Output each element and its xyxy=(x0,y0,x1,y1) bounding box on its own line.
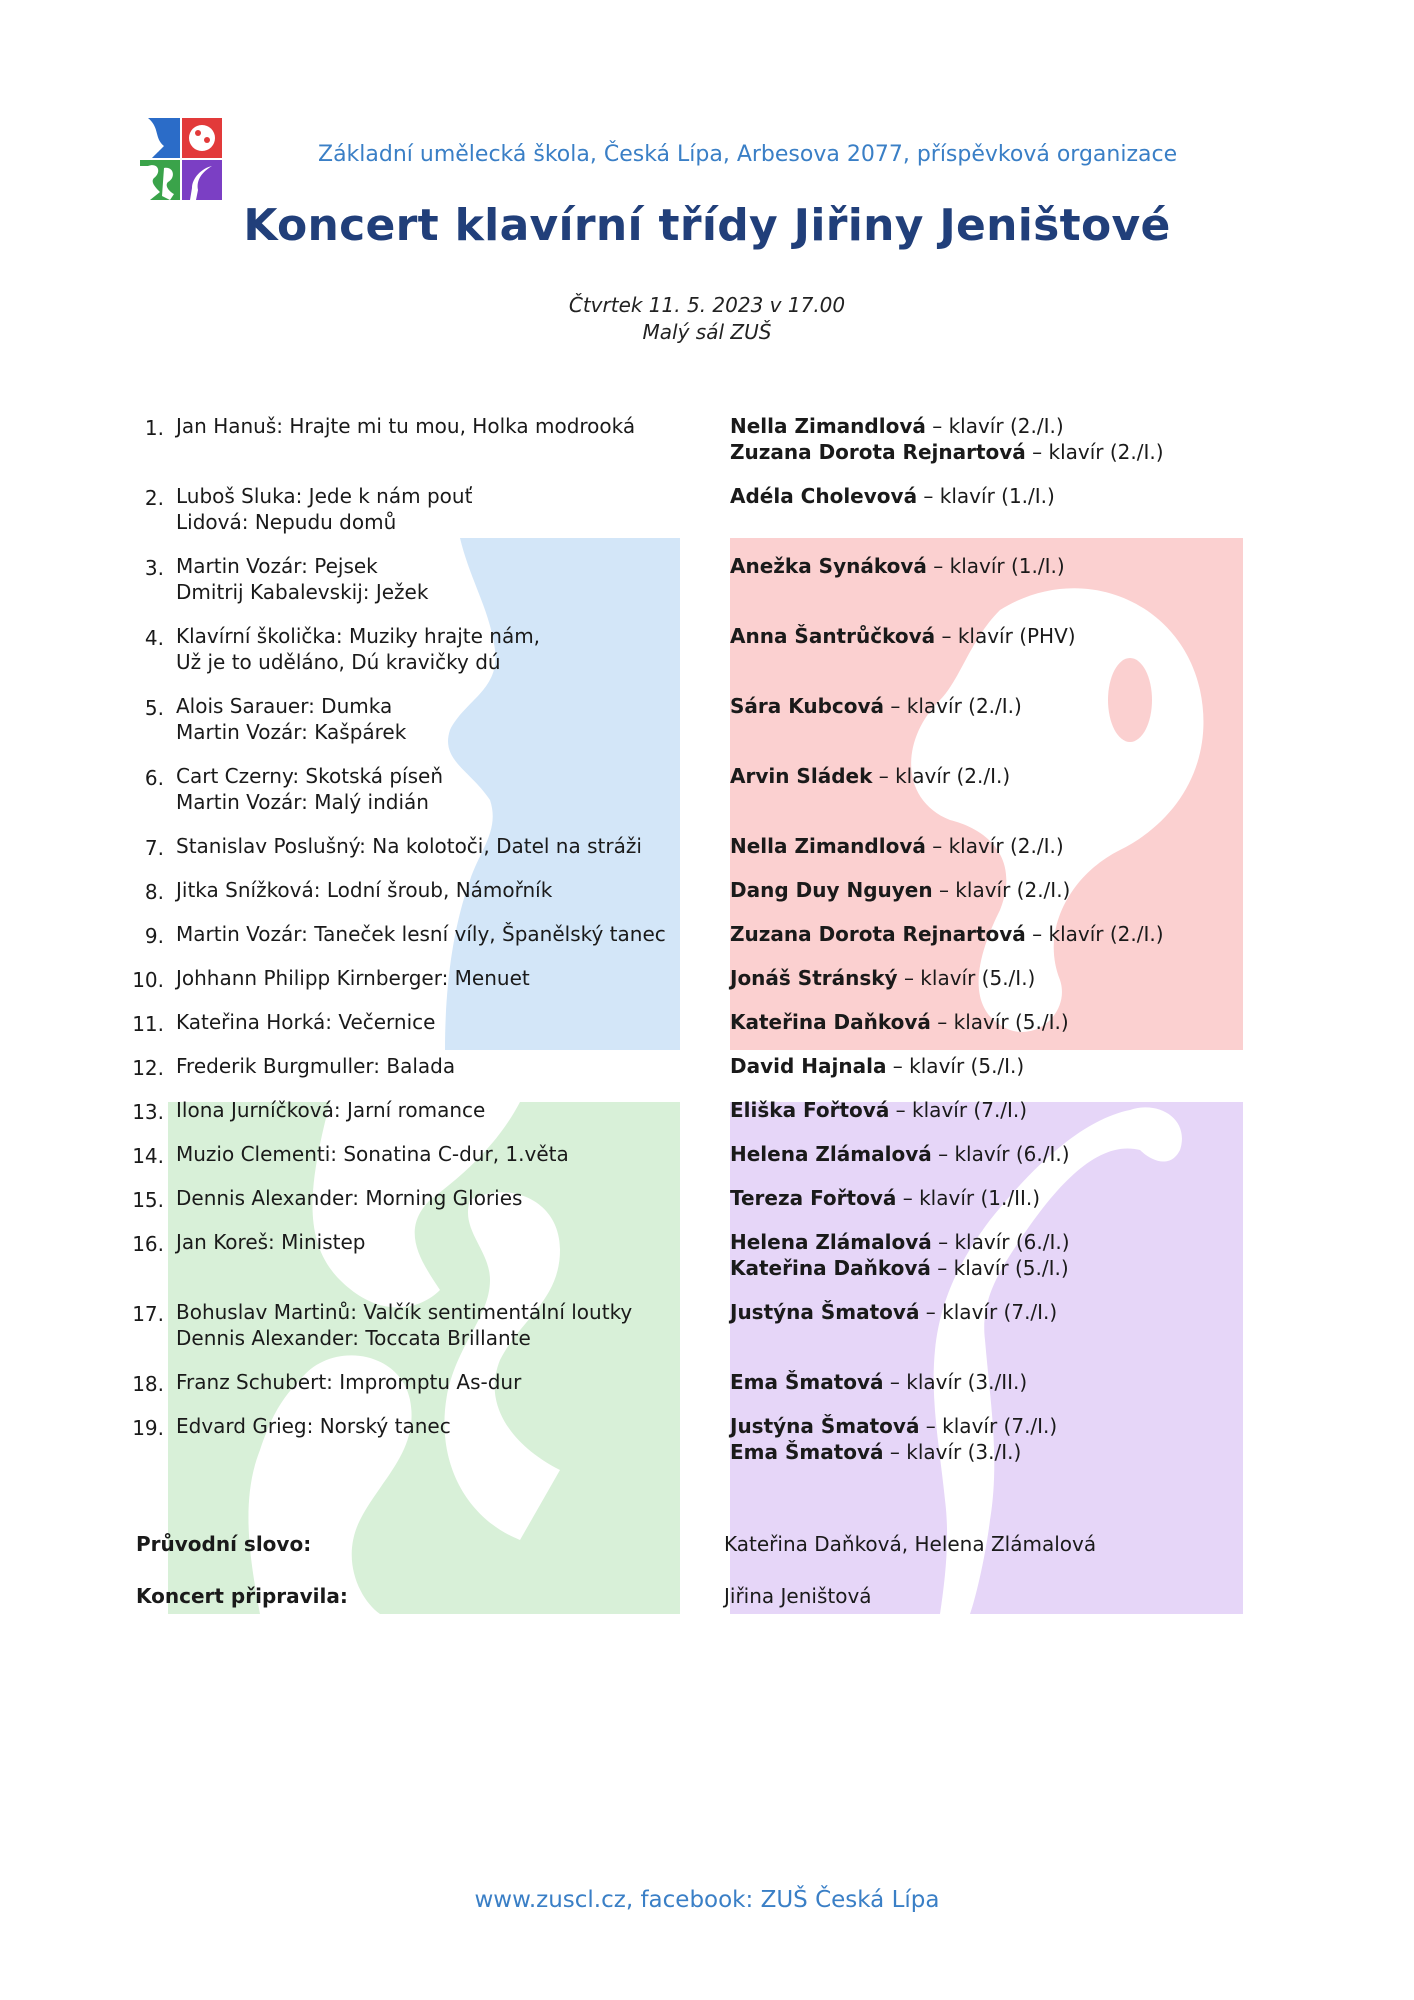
prepared-label: Koncert připravila: xyxy=(136,1584,348,1608)
performer-name: Zuzana Dorota Rejnartová xyxy=(730,440,1026,464)
performer-detail: – klavír (5./I.) xyxy=(930,1010,1069,1034)
performer-name: Justýna Šmatová xyxy=(730,1300,920,1324)
program-number: 15. xyxy=(132,1188,164,1212)
performer xyxy=(730,1413,1057,1439)
commentary-label: Průvodní slovo: xyxy=(136,1532,312,1556)
performer-name: Nella Zimandlová xyxy=(730,834,926,858)
program-performers xyxy=(730,483,1055,509)
performer xyxy=(730,1255,1070,1281)
program-performers xyxy=(730,413,1164,465)
program-number: 3. xyxy=(144,556,164,580)
program-number: 7. xyxy=(144,836,164,860)
performer xyxy=(730,1185,1040,1211)
page-title: Koncert klavírní třídy Jiřiny Jeništové xyxy=(243,200,1171,251)
piece-title: Bohuslav Martinů: Valčík sentimentální loutky xyxy=(176,1300,633,1324)
performer-detail: – klavír (6./I.) xyxy=(931,1142,1070,1166)
performer-name: Zuzana Dorota Rejnartová xyxy=(730,922,1026,946)
piece-title: Jan Hanuš: Hrajte mi tu mou, Holka modrooká xyxy=(176,414,636,438)
program-number: 19. xyxy=(132,1416,164,1440)
performer-name: Justýna Šmatová xyxy=(730,1414,920,1438)
performer-detail: – klavír (1./I.) xyxy=(926,554,1065,578)
performer-detail: – klavír (5./I.) xyxy=(930,1256,1069,1280)
piece-title: Muzio Clementi: Sonatina C-dur, 1.věta xyxy=(176,1142,569,1166)
performer-detail: – klavír (3./II.) xyxy=(883,1370,1028,1394)
performer-detail: – klavír (1./I.) xyxy=(917,484,1055,508)
performer-detail: – klavír (5./I.) xyxy=(897,966,1036,990)
program-pieces xyxy=(176,1097,485,1123)
prepared-value: Jiřina Jeništová xyxy=(724,1584,872,1608)
program-pieces xyxy=(176,413,635,439)
performer-detail: – klavír (2./I.) xyxy=(925,414,1064,438)
program-number: 10. xyxy=(132,968,164,992)
performer-detail: – klavír (1./II.) xyxy=(896,1186,1041,1210)
performer xyxy=(730,413,1164,439)
performer xyxy=(730,1097,1027,1123)
performer-name: Anna Šantrůčková xyxy=(730,624,936,648)
performer-detail: – klavír (5./I.) xyxy=(886,1054,1025,1078)
performer-name: Nella Zimandlová xyxy=(730,414,926,438)
performer xyxy=(730,1141,1070,1167)
program-pieces xyxy=(176,623,540,675)
performer xyxy=(730,693,1022,719)
piece-title: Martin Vozár: Malý indián xyxy=(176,790,429,814)
performer-name: Ema Šmatová xyxy=(730,1440,884,1464)
performer-name: Dang Duy Nguyen xyxy=(730,878,933,902)
performer-name: Adéla Cholevová xyxy=(730,484,918,508)
performer-detail: – klavír (7./I.) xyxy=(889,1098,1028,1122)
school-logo xyxy=(140,118,222,200)
program-performers xyxy=(730,921,1164,947)
program-performers xyxy=(730,623,1076,649)
performer xyxy=(730,833,1064,859)
performer-name: Kateřina Daňková xyxy=(730,1256,931,1280)
performer xyxy=(730,1229,1070,1255)
program-pieces xyxy=(176,1369,521,1395)
program-performers xyxy=(730,1009,1069,1035)
performer-name: Eliška Fořtová xyxy=(730,1098,890,1122)
program-performers xyxy=(730,877,1070,903)
program-performers xyxy=(730,553,1065,579)
performer-name: Kateřina Daňková xyxy=(730,1010,931,1034)
program-pieces xyxy=(176,1299,632,1351)
piece-title: Stanislav Poslušný: Na kolotoči, Datel na stráži xyxy=(176,834,642,858)
program-performers xyxy=(730,1369,1027,1395)
performer xyxy=(730,1369,1027,1395)
performer-detail: – klavír (2./I.) xyxy=(872,764,1011,788)
concert-hall: Malý sál ZUŠ xyxy=(642,320,772,344)
program-pieces xyxy=(176,483,472,535)
performer xyxy=(730,1009,1069,1035)
performer-name: Helena Zlámalová xyxy=(730,1230,932,1254)
program-pieces xyxy=(176,693,406,745)
program-pieces xyxy=(176,1413,451,1439)
performer-name: Anežka Synáková xyxy=(730,554,927,578)
program-number: 14. xyxy=(132,1144,164,1168)
program-performers xyxy=(730,1229,1070,1281)
piece-title: Martin Vozár: Taneček lesní víly, Španělský tanec xyxy=(176,922,666,946)
piece-title: Cart Czerny: Skotská píseň xyxy=(176,764,443,788)
piece-title: Edvard Grieg: Norský tanec xyxy=(176,1414,451,1438)
program-number: 8. xyxy=(144,880,164,904)
piece-title: Dennis Alexander: Morning Glories xyxy=(176,1186,523,1210)
program-number: 9. xyxy=(144,924,164,948)
performer xyxy=(730,1053,1024,1079)
performer xyxy=(730,1299,1057,1325)
piece-title: Jan Koreš: Ministep xyxy=(176,1230,366,1254)
program-performers xyxy=(730,1097,1027,1123)
piece-title: Klavírní školička: Muziky hrajte nám, xyxy=(176,624,541,648)
program-number: 18. xyxy=(132,1372,164,1396)
piece-title: Martin Vozár: Pejsek xyxy=(176,554,378,578)
program-number: 2. xyxy=(144,486,164,510)
performer xyxy=(730,623,1076,649)
program-pieces xyxy=(176,553,428,605)
performer-detail: – klavír (2./I.) xyxy=(925,834,1064,858)
piece-title: Martin Vozár: Kašpárek xyxy=(176,720,407,744)
performer xyxy=(730,877,1070,903)
piece-title: Dmitrij Kabalevskij: Ježek xyxy=(176,580,429,604)
program-pieces xyxy=(176,965,530,991)
performer-name: Jonáš Stránský xyxy=(730,966,898,990)
performer-name: Tereza Fořtová xyxy=(730,1186,897,1210)
performer-detail: – klavír (3./I.) xyxy=(883,1440,1022,1464)
program-pieces xyxy=(176,1141,569,1167)
performer-detail: – klavír (PHV) xyxy=(935,624,1076,648)
program-pieces xyxy=(176,1009,435,1035)
program-performers xyxy=(730,1299,1057,1325)
commentary-value: Kateřina Daňková, Helena Zlámalová xyxy=(724,1532,1097,1556)
performer-detail: – klavír (2./I.) xyxy=(884,694,1022,718)
performer-name: Sára Kubcová xyxy=(730,694,885,718)
piece-title: Dennis Alexander: Toccata Brillante xyxy=(176,1326,531,1350)
concert-date: Čtvrtek 11. 5. 2023 v 17.00 xyxy=(568,293,846,317)
performer-detail: – klavír (6./I.) xyxy=(931,1230,1070,1254)
piece-title: Lidová: Nepudu domů xyxy=(176,510,397,534)
performer-detail: – klavír (2./I.) xyxy=(932,878,1071,902)
program-number: 13. xyxy=(132,1100,164,1124)
performer xyxy=(730,483,1055,509)
program-number: 11. xyxy=(132,1012,164,1036)
program-performers xyxy=(730,965,1035,991)
website-link[interactable]: www.zuscl.cz, facebook: ZUŠ Česká Lípa xyxy=(474,1887,940,1913)
program-pieces xyxy=(176,1185,522,1211)
program-number: 17. xyxy=(132,1302,164,1326)
bg-palette-hole xyxy=(1108,658,1152,742)
piece-title: Johhann Philipp Kirnberger: Menuet xyxy=(176,966,530,990)
program-performers xyxy=(730,693,1022,719)
performer-name: David Hajnala xyxy=(730,1054,887,1078)
performer-name: Ema Šmatová xyxy=(730,1370,884,1394)
performer-detail: – klavír (2./I.) xyxy=(1025,440,1164,464)
piece-title: Kateřina Horká: Večernice xyxy=(176,1010,436,1034)
program-performers xyxy=(730,1141,1070,1167)
program-pieces xyxy=(176,1053,455,1079)
piece-title: Frederik Burgmuller: Balada xyxy=(176,1054,456,1078)
program-number: 1. xyxy=(144,416,164,440)
performer xyxy=(730,553,1065,579)
piece-title: Luboš Sluka: Jede k nám pouť xyxy=(176,484,473,508)
program-pieces xyxy=(176,763,443,815)
performer xyxy=(730,1439,1057,1465)
piece-title: Alois Sarauer: Dumka xyxy=(176,694,393,718)
program-pieces xyxy=(176,921,666,947)
school-name: Základní umělecká škola, Česká Lípa, Arbesova 2077, příspěvková organizace xyxy=(318,142,1178,167)
program-number: 6. xyxy=(144,766,164,790)
program-number: 12. xyxy=(132,1056,164,1080)
performer xyxy=(730,965,1035,991)
program-number: 5. xyxy=(144,696,164,720)
performer-detail: – klavír (7./I.) xyxy=(919,1300,1058,1324)
program-performers xyxy=(730,1053,1024,1079)
program-number: 16. xyxy=(132,1232,164,1256)
program-performers xyxy=(730,1413,1057,1465)
performer xyxy=(730,439,1164,465)
performer-detail: – klavír (2./I.) xyxy=(1025,922,1164,946)
performer xyxy=(730,921,1164,947)
program-pieces xyxy=(176,833,642,859)
piece-title: Ilona Jurníčková: Jarní romance xyxy=(176,1098,486,1122)
performer-detail: – klavír (7./I.) xyxy=(919,1414,1058,1438)
piece-title: Franz Schubert: Impromptu As-dur xyxy=(176,1370,522,1394)
program-number: 4. xyxy=(144,626,164,650)
piece-title: Už je to uděláno, Dú kravičky dú xyxy=(176,650,501,674)
performer xyxy=(730,763,1010,789)
program-pieces xyxy=(176,877,552,903)
program-performers xyxy=(730,1185,1040,1211)
performer-name: Helena Zlámalová xyxy=(730,1142,932,1166)
program-pieces xyxy=(176,1229,365,1255)
performer-name: Arvin Sládek xyxy=(730,764,873,788)
program-performers xyxy=(730,763,1010,789)
piece-title: Jitka Snížková: Lodní šroub, Námořník xyxy=(176,878,553,902)
program-performers xyxy=(730,833,1064,859)
